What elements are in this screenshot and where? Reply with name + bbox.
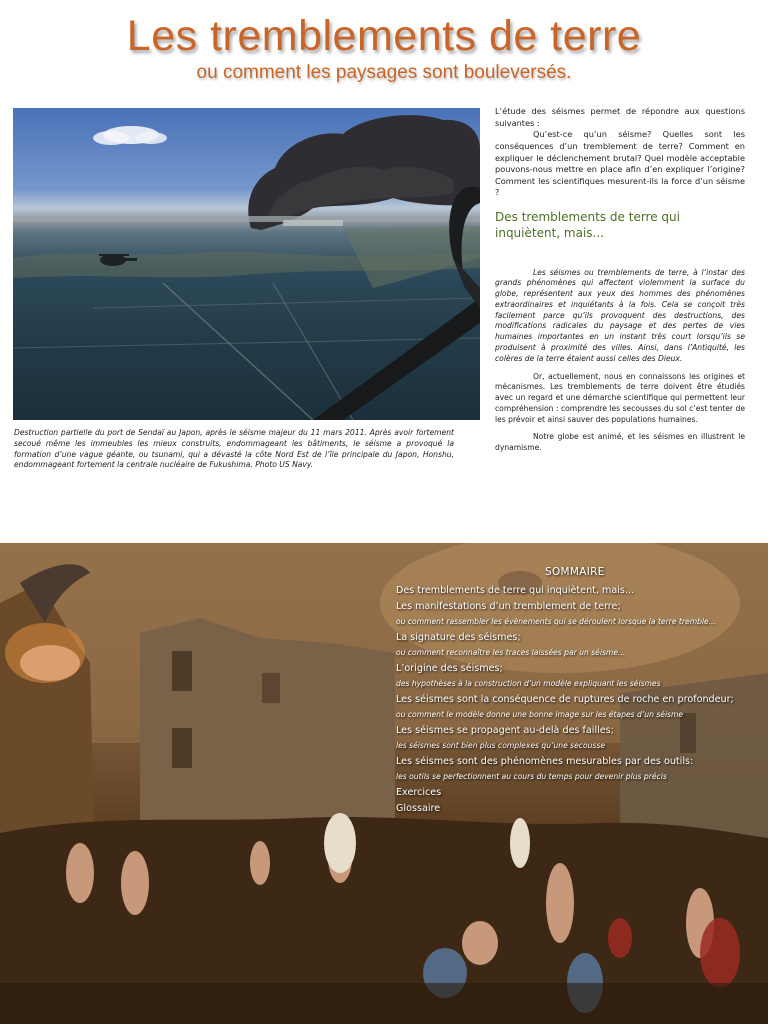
toc-sub-ruptures: ou comment le modèle donne une bonne image sur les étapes d’un séisme bbox=[396, 710, 684, 719]
toc-item-exercices[interactable]: Exercices bbox=[396, 787, 442, 798]
toc-heading: SOMMAIRE bbox=[545, 566, 605, 578]
table-of-contents bbox=[396, 566, 768, 818]
section-paragraph-3: Notre globe est animé, et les séismes en illustrent le dynamisme. bbox=[495, 432, 745, 453]
section-paragraph-2: Or, actuellement, nous en connaissons les origines et mécanismes. Les tremblements de terre doivent être étudiés avec un regard et une démarche scientifique qui permettent leur compréhension : comprendre les secousses du sol c’est tenter de les prévoir et ainsi sauver des populations humaines. bbox=[495, 371, 745, 424]
toc-item-propagation[interactable]: Les séismes se propagent au-delà des failles; bbox=[396, 725, 614, 736]
section-paragraph-1: Les séismes ou tremblements de terre, à l’instar des grands phénomènes qui affectent violemment la surface du globe, représentent aux yeux des hommes des phénomènes extraordinaires et inquiétants à la fois. Cela se conçoit très facilement parce qu’ils provoquent des destructions, des modifications radicales du paysage et des pertes de vies humaines importantes en un instant très court lorsqu’ils se produisent à proximité des villes. Ainsi, dans l’Antiquité, les colères de la terre étaient aussi celles des Dieux. bbox=[495, 267, 745, 363]
toc-sub-mesurables: les outils se perfectionnent au cours du temps pour devenir plus précis bbox=[396, 772, 667, 781]
toc-sub-signature: ou comment reconnaître les traces laissées par un séisme... bbox=[396, 648, 626, 657]
toc-sub-origine: des hypothèses à la construction d’un modèle expliquant les séismes bbox=[396, 679, 661, 688]
toc-item-glossaire[interactable]: Glossaire bbox=[396, 803, 441, 814]
page-subtitle: ou comment les paysages sont bouleversés. bbox=[196, 62, 572, 83]
page-title: Les tremblements de terre bbox=[126, 12, 642, 60]
toc-item-mesurables[interactable]: Les séismes sont des phénomènes mesurables par des outils: bbox=[396, 756, 694, 767]
toc-item-signature[interactable]: La signature des séismes; bbox=[396, 632, 521, 643]
photo-illustration bbox=[13, 108, 480, 420]
toc-sub-manifestations: ou comment rassembler les évènements qui se déroulent lorsque la terre tremble... bbox=[396, 617, 716, 626]
intro-column bbox=[495, 106, 745, 461]
toc-item-ruptures[interactable]: Les séismes sont la conséquence de ruptures de roche en profondeur; bbox=[396, 694, 734, 705]
toc-item-manifestations[interactable]: Les manifestations d’un tremblement de terre; bbox=[396, 601, 621, 612]
tsunami-aerial-photo bbox=[13, 108, 480, 420]
toc-item-origine[interactable]: L’origine des séismes; bbox=[396, 663, 503, 674]
photo-caption: Destruction partielle du port de Sendaï au Japon, après le séisme majeur du 11 mars 2011. Après avoir fortement secoué même les immeubles les mieux construits, endommageant les bâtiments, le séisme a provoqué la formation d’une vague géante, ou tsunami, qui a dévasté la côte Nord Est de l’île principale du Japon, Honshu, endommageant fortement la centrale nucléaire de Fukushima. Photo US Navy. bbox=[14, 428, 454, 470]
intro-questions: Qu’est-ce qu’un séisme? Quelles sont les conséquences d’un tremblement de terre? Comment en expliquer le déclenchement brutal? Quel modèle acceptable pouvons-nous mettre en place afin d’en expliquer l’origine? Comment les scientifiques mesurent-ils la force d’un séisme ? bbox=[495, 129, 745, 198]
intro-paragraph bbox=[495, 106, 745, 199]
section-title: Des tremblements de terre qui inquiètent, mais... bbox=[495, 210, 680, 241]
toc-item-inquietent[interactable]: Des tremblements de terre qui inquiètent, mais... bbox=[396, 585, 635, 596]
intro-first-line: L’étude des séismes permet de répondre aux questions suivantes : bbox=[495, 106, 745, 128]
toc-sub-propagation: les séismes sont bien plus complexes qu’une secousse bbox=[396, 741, 605, 750]
